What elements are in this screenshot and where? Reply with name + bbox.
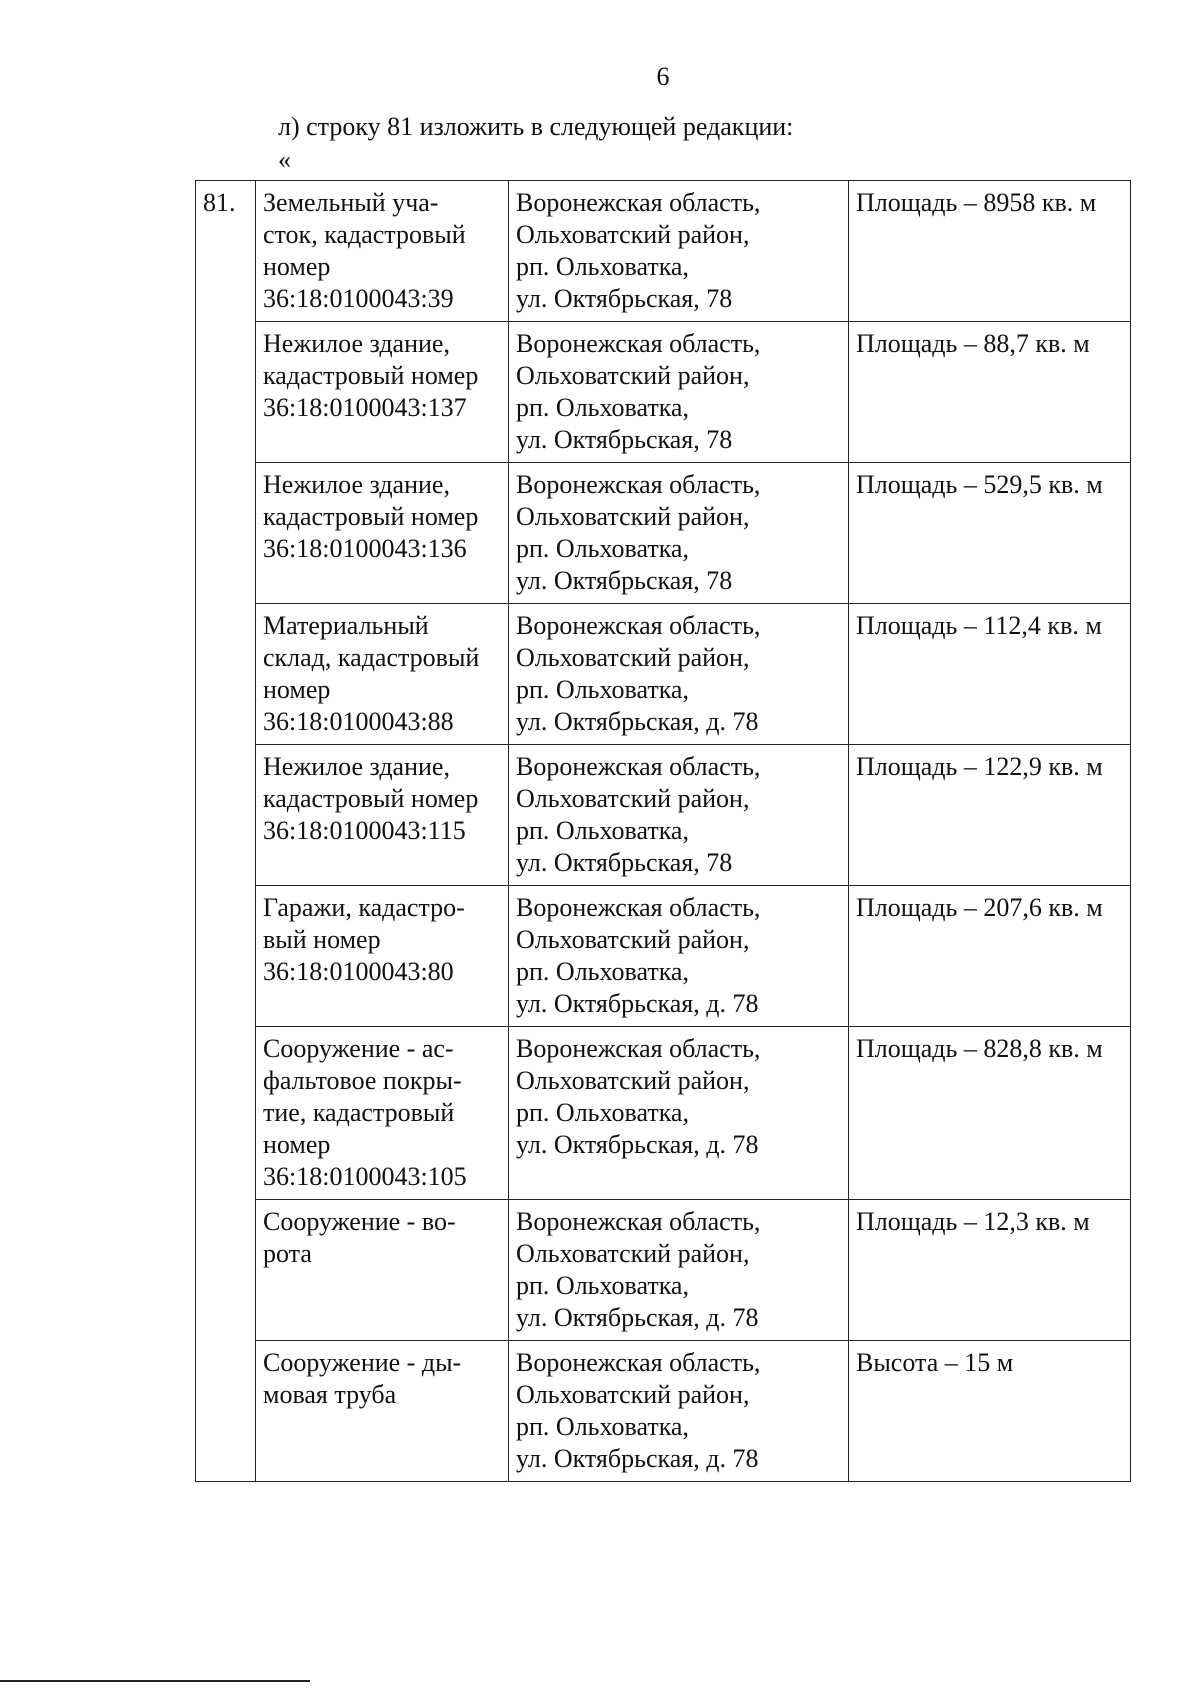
property-table — [195, 180, 1131, 1482]
table-row — [196, 604, 1131, 745]
address-cell: Воронежская область, Ольховатский район, рп. Ольховатка, ул. Октябрьская, 78 — [509, 322, 849, 463]
object-name-cell: Материальный склад, кадастровый номер 36:18:0100043:88 — [256, 604, 509, 745]
size-cell: Высота – 15 м — [849, 1341, 1131, 1482]
size-cell: Площадь – 207,6 кв. м — [849, 886, 1131, 1027]
table-row — [196, 1200, 1131, 1341]
table-row — [196, 463, 1131, 604]
size-cell: Площадь – 12,3 кв. м — [849, 1200, 1131, 1341]
size-cell: Площадь – 828,8 кв. м — [849, 1027, 1131, 1200]
object-name-cell: Нежилое здание, кадастровый номер 36:18:0100043:136 — [256, 463, 509, 604]
address-cell: Воронежская область, Ольховатский район, рп. Ольховатка, ул. Октябрьская, д. 78 — [509, 1027, 849, 1200]
row-number-cell — [196, 886, 256, 1027]
row-number-cell — [196, 745, 256, 886]
opening-quote: « — [278, 145, 291, 174]
row-number-cell — [196, 1200, 256, 1341]
address-cell: Воронежская область, Ольховатский район, рп. Ольховатка, ул. Октябрьская, д. 78 — [509, 1341, 849, 1482]
page-number: 6 — [656, 62, 670, 91]
object-name-cell: Гаражи, кадастро- вый номер 36:18:0100043:80 — [256, 886, 509, 1027]
row-number-cell — [196, 604, 256, 745]
row-number-cell: 81. — [196, 181, 256, 322]
object-name-cell: Земельный уча- сток, кадастровый номер 36:18:0100043:39 — [256, 181, 509, 322]
intro-text: л) строку 81 изложить в следующей редакции: — [278, 112, 794, 141]
row-number-cell — [196, 463, 256, 604]
table-row — [196, 1341, 1131, 1482]
object-name-cell: Нежилое здание, кадастровый номер 36:18:0100043:115 — [256, 745, 509, 886]
row-number-cell — [196, 322, 256, 463]
size-cell: Площадь – 529,5 кв. м — [849, 463, 1131, 604]
address-cell: Воронежская область, Ольховатский район, рп. Ольховатка, ул. Октябрьская, д. 78 — [509, 604, 849, 745]
table-row — [196, 745, 1131, 886]
object-name-cell: Нежилое здание, кадастровый номер 36:18:0100043:137 — [256, 322, 509, 463]
object-name-cell: Сооружение - ды- мовая труба — [256, 1341, 509, 1482]
object-name-cell: Сооружение - во- рота — [256, 1200, 509, 1341]
size-cell: Площадь – 112,4 кв. м — [849, 604, 1131, 745]
address-cell: Воронежская область, Ольховатский район, рп. Ольховатка, ул. Октябрьская, д. 78 — [509, 1200, 849, 1341]
row-number-cell — [196, 1341, 256, 1482]
size-cell: Площадь – 122,9 кв. м — [849, 745, 1131, 886]
address-cell: Воронежская область, Ольховатский район, рп. Ольховатка, ул. Октябрьская, д. 78 — [509, 886, 849, 1027]
address-cell: Воронежская область, Ольховатский район, рп. Ольховатка, ул. Октябрьская, 78 — [509, 745, 849, 886]
size-cell: Площадь – 88,7 кв. м — [849, 322, 1131, 463]
object-name-cell: Сооружение - ас- фальтовое покры- тие, кадастровый номер 36:18:0100043:105 — [256, 1027, 509, 1200]
footnote-rule — [0, 1680, 310, 1682]
table-row — [196, 886, 1131, 1027]
address-cell: Воронежская область, Ольховатский район, рп. Ольховатка, ул. Октябрьская, 78 — [509, 463, 849, 604]
address-cell: Воронежская область, Ольховатский район, рп. Ольховатка, ул. Октябрьская, 78 — [509, 181, 849, 322]
size-cell: Площадь – 8958 кв. м — [849, 181, 1131, 322]
row-number-cell — [196, 1027, 256, 1200]
table-row — [196, 322, 1131, 463]
table-row — [196, 1027, 1131, 1200]
table-row — [196, 181, 1131, 322]
